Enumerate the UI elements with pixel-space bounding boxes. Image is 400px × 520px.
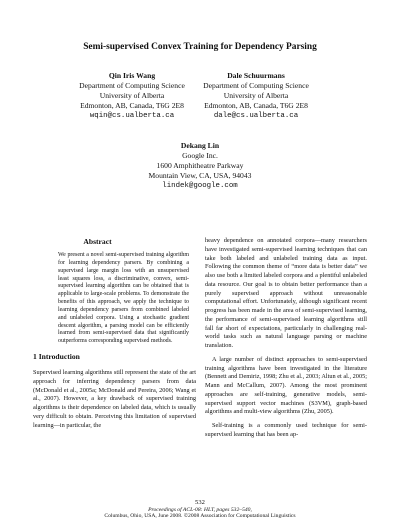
section-heading-introduction: 1 Introduction (33, 352, 80, 361)
author-block-3 (128, 141, 272, 191)
author-dept: Department of Computing Science (203, 81, 309, 90)
author-email: lindek@google.com (162, 182, 238, 190)
paper-title: Semi-supervised Convex Training for Dependency Parsing (83, 42, 317, 52)
author-institution: University of Alberta (99, 91, 165, 100)
author-institution: 1600 Amphitheatre Parkway (156, 161, 244, 170)
paragraph: Self-training is a commonly used technique for semi-supervised learning that has been ap- (205, 422, 367, 438)
venue-line: Proceedings of ACL-08: HLT, pages 532–540, (148, 507, 252, 513)
author-email: dale@cs.ualberta.ca (213, 112, 299, 120)
author-block-1 (76, 71, 188, 121)
author-address: Edmonton, AB, Canada, T6G 2E8 (80, 101, 184, 110)
right-column-body (205, 237, 367, 440)
abstract-text: We present a novel semi-supervised training algorithm for learning dependency parsers. By combining a supervised large margin loss with an unsupervised least squares loss, a discriminative, convex, semi-supervised learning algorithm can be obtained that is applicable to large-scale problems. To demonstrate the benefits of this approach, we apply the technique to learning dependency parsers from combined labeled and unlabeled corpora. Using a stochastic gradient descent algorithm, a parsing model can be efficiently learned from semi-supervised data that significantly outperforms corresponding supervised methods. (58, 252, 189, 345)
paragraph: Supervised learning algorithms still represent the state of the art approach for inferring dependency parsers from data (McDonald et al., 2005a; McDonald and Pereira, 2006; Wang et al., 2007). However, a key drawback of supervised training algorithms is their dependence on labeled data, which is usually very difficult to obtain. Perceiving this limitation of supervised learning—in particular, the (33, 369, 196, 429)
author-institution: University of Alberta (223, 91, 289, 100)
author-block-2 (200, 71, 312, 121)
page-number: 532 (195, 499, 205, 506)
paragraph: A large number of distinct approaches to semi-supervised training algorithms have been investigated in the literature (Bennett and Demiriz, 1998; Zhu et al., 2003; Altun et al., 2005; Mann and McCallum, 2007). Among the most prominent approaches are self-training, generative models, semi-supervised support vector machines (S3VM), graph-based algorithms and multi-view algorithms (Zhu, 2005). (205, 355, 367, 416)
author-dept: Google Inc. (182, 151, 218, 160)
abstract-heading: Abstract (83, 237, 112, 246)
author-dept: Department of Computing Science (79, 81, 185, 90)
author-address: Mountain View, CA, USA, 94043 (148, 171, 252, 180)
author-address: Edmonton, AB, Canada, T6G 2E8 (204, 101, 308, 110)
author-name: Dekang Lin (180, 141, 220, 150)
left-column-body (33, 369, 196, 430)
author-name: Dale Schuurmans (227, 71, 285, 80)
paragraph: heavy dependence on annotated corpora—many researchers have investigated semi-supervised learning techniques that can take both labeled and unlabeled training data as input. Following the common theme of “more data is better data” we also use both a limited labeled corpora and a plentiful unlabeled data resource. Our goal is to obtain better performance than a purely supervised approach without unreasonable computational effort. Unfortunately, although significant recent progress has been made in the area of semi-supervised learning, the performance of semi-supervised learning algorithms still fall far short of expectations, particularly in challenging real-world tasks such as natural language parsing or machine translation. (205, 237, 367, 349)
copyright-line: Columbus, Ohio, USA, June 2008. ©2008 Association for Computational Linguistics (104, 513, 296, 519)
author-name: Qin Iris Wang (108, 71, 156, 80)
author-email: wqin@cs.ualberta.ca (89, 112, 175, 120)
